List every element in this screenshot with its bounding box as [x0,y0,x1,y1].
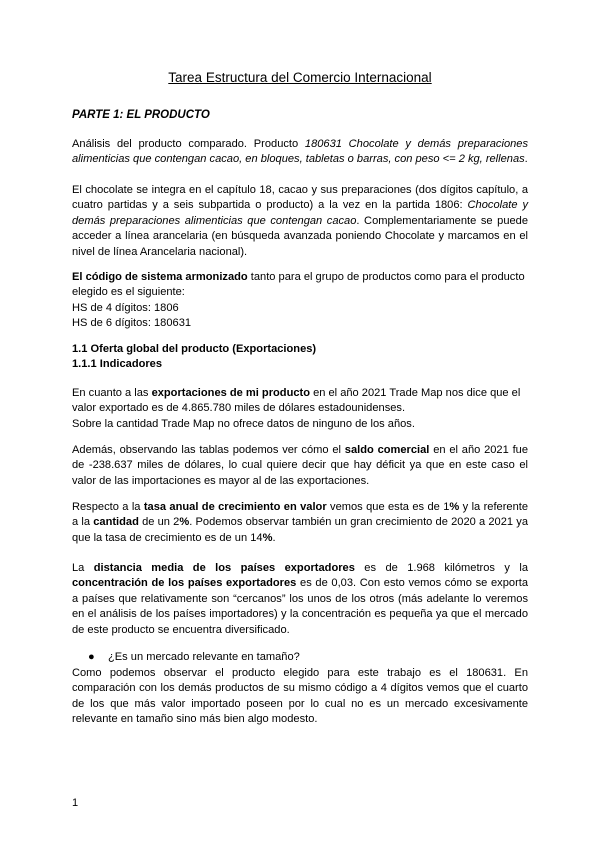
chapter-text-rest: . Complementariamente se puede acceder a línea arancelaria (en búsqueda avanzada poniendo Chocolate y marcamos en el nivel de línea Arancelaria nacional). [72,214,528,258]
section-1-1-1-title: 1.1.1 Indicadores [72,358,163,371]
distance-paragraph [72,561,528,638]
page-number: 1 [72,797,79,809]
growth-text-c: vemos que esta es de 1 [326,501,450,513]
hs-text: tanto para el grupo de productos como para el producto elegido es el siguiente: [72,271,525,299]
growth-text-a: Respecto a la [72,501,144,513]
distance-text-a: La [72,562,94,574]
exports-paragraph [72,386,528,432]
balance-text-rest: en el año 2021 fue de -238.637 miles de dólares, lo cual quiere decir que hay déficit ya que en este caso el valor de las importaciones es mayor al de las exportaciones. [72,444,529,487]
growth-bold-rate: tasa anual de crecimiento en valor [143,501,327,513]
exports-text: En cuanto a las [72,387,152,399]
growth-text-g: de un 2 [138,516,180,529]
hs-bold-lead: El código de sistema armonizado [72,271,248,283]
balance-bold: saldo comercial [344,444,430,456]
part-heading: PARTE 1: EL PRODUCTO [72,109,210,121]
distance-bold-distance: distancia media de los países exportadores [93,562,355,574]
intro-product-italic: 180631 Chocolate y demás preparaciones alimenticias que contengan cacao, en bloques, tabletas o barras, con peso <= 2 kg, rellenas [72,138,528,166]
intro-period: . [524,153,528,166]
balance-text: Además, observando las tablas podemos ver cómo el [72,444,345,456]
growth-pct-1: % [449,501,460,513]
market-paragraph [72,666,528,728]
chapter-heading-italic: Chocolate y demás preparaciones alimenticias que contengan cacao [72,199,528,227]
growth-bold-quantity: cantidad [93,516,139,529]
hs-paragraph [72,270,528,332]
section-1-1-title: 1.1 Oferta global del producto (Exportaciones) [72,343,317,355]
document-title: Tarea Estructura del Comercio Internacional [168,70,432,85]
growth-text-i: . Podemos observar también un gran crecimiento de 2020 a 2021 ya que la tasa de crecimiento es de un 14 [72,516,528,544]
intro-paragraph [72,137,528,168]
growth-pct-3: % [262,531,273,544]
distance-bold-concentration: concentración de los países exportadores [72,577,297,590]
exports-bold: exportaciones de mi producto [151,387,310,399]
growth-paragraph [72,500,528,546]
distance-text-e: es de 0,03. Con esto vemos cómo se exporta a países que relativamente son “cercanos” los unos de los otros (más adelante lo veremos en el análisis de los países importadores) y la concentración es pequeña ya que el mercado de este producto se encuentra diversificado. [72,577,529,636]
chapter-text: El chocolate se integra en el capítulo 18, cacao y sus preparaciones (dos dígitos capítulo, a cuatro partidas y a seis subpartida o producto) a la vez en la partida 1806: [72,184,528,212]
growth-pct-2: % [179,516,190,529]
bullet-text: ¿Es un mercado relevante en tamaño? [108,651,300,663]
exports-quantity-note: Sobre la cantidad Trade Map no ofrece datos de ninguno de los años. [72,417,415,430]
balance-paragraph [72,443,528,489]
distance-text-c: es de 1.968 kilómetros y la [354,562,528,574]
bullet-icon: ● [88,651,95,663]
growth-text-e: y la referente a la [72,501,528,529]
section-1-1-heading [72,342,528,373]
hs-6-digit: HS de 6 dígitos: 180631 [72,317,192,330]
intro-text: Análisis del producto comparado. Producto [72,138,305,150]
exports-text-rest: en el año 2021 Trade Map nos dice que el valor exportado es de 4.865.780 miles de dólares estadounidenses. [72,387,521,415]
growth-text-k: . [272,531,276,544]
hs-4-digit: HS de 4 dígitos: 1806 [72,301,179,314]
market-text: Como podemos observar el producto elegido para este trabajo es el 180631. En comparación con los demás productos de su mismo código a 4 dígitos vemos que el cuarto de los que más valor importado poseen por lo cual no es un mercado excesivamente relevante en tamaño sino más bien algo modesto. [72,667,528,726]
chapter-paragraph [72,183,528,260]
